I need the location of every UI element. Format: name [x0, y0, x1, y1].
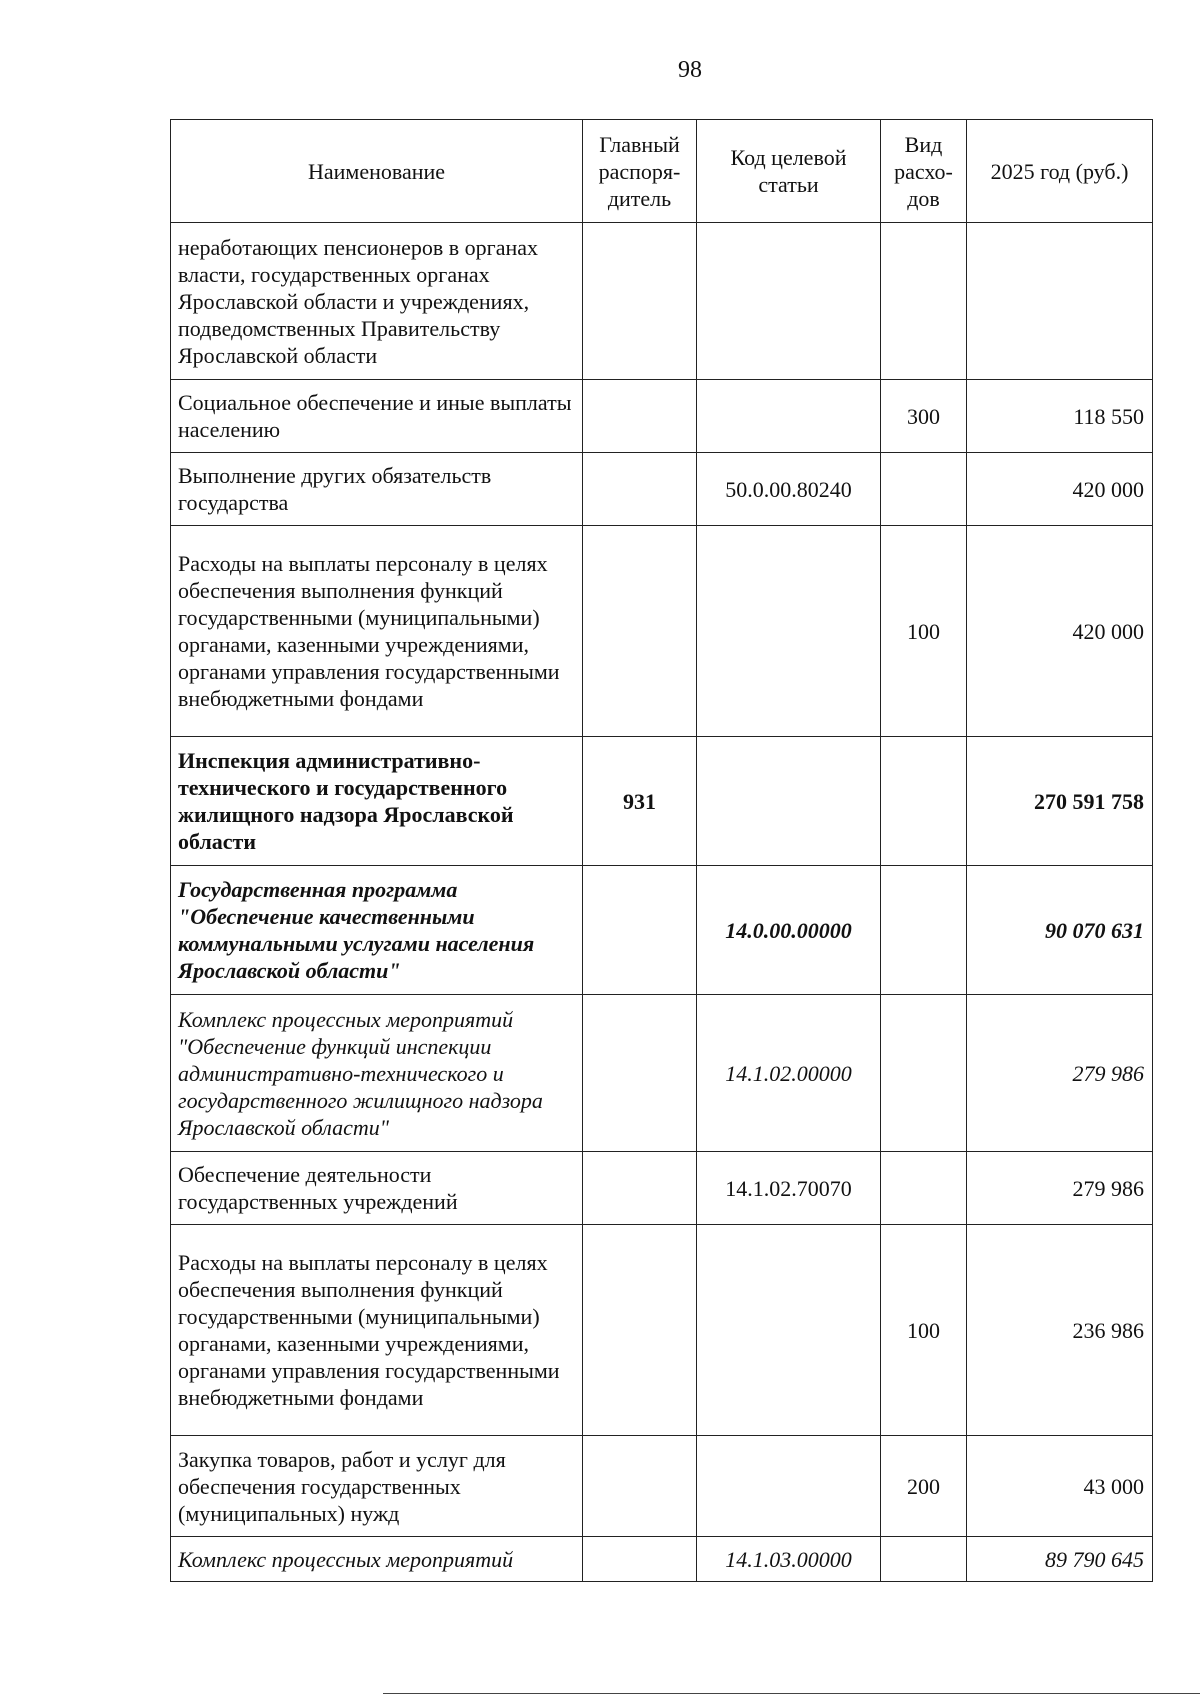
cell-manager: [583, 526, 697, 737]
cell-amount: 89 790 645: [967, 1537, 1153, 1582]
cell-name: Выполнение других обязательств государства: [171, 453, 583, 526]
cell-target-code: [697, 1225, 881, 1436]
cell-amount: 420 000: [967, 453, 1153, 526]
cell-name: Инспекция административно-технического и государственного жилищного надзора Ярославской области: [171, 737, 583, 866]
table-row: [171, 453, 1153, 526]
cell-amount: 270 591 758: [967, 737, 1153, 866]
cell-name: Государственная программа "Обеспечение качественными коммунальными услугами населения Ярославской области": [171, 866, 583, 995]
cell-manager: [583, 223, 697, 380]
cell-target-code: 14.1.02.00000: [697, 995, 881, 1152]
cell-manager: [583, 1537, 697, 1582]
cell-manager: [583, 1225, 697, 1436]
budget-table-container: [170, 119, 1152, 1582]
cell-target-code: 14.1.03.00000: [697, 1537, 881, 1582]
header-target-code: Код целевой статьи: [697, 120, 881, 223]
table-row: [171, 1537, 1153, 1582]
cell-manager: [583, 1152, 697, 1225]
table-row: [171, 995, 1153, 1152]
table-row: [171, 1225, 1153, 1436]
cell-expense-type: [881, 1152, 967, 1225]
table-body: [171, 223, 1153, 1582]
cell-name: Расходы на выплаты персоналу в целях обеспечения выполнения функций государственными (муниципальными) органами, казенными учреждениями, органами управления государственными внебюджетными фондами: [171, 1225, 583, 1436]
cell-manager: [583, 995, 697, 1152]
cell-manager: 931: [583, 737, 697, 866]
table-row: [171, 223, 1153, 380]
page-number: 98: [678, 57, 702, 83]
cell-manager: [583, 866, 697, 995]
cell-amount: 420 000: [967, 526, 1153, 737]
cell-amount: [967, 223, 1153, 380]
header-expense-type: Вид расхо-дов: [881, 120, 967, 223]
cell-name: Расходы на выплаты персоналу в целях обеспечения выполнения функций государственными (муниципальными) органами, казенными учреждениями, органами управления государственными внебюджетными фондами: [171, 526, 583, 737]
cell-name: неработающих пенсионеров в органах власти, государственных органах Ярославской области и учреждениях, подведомственных Правительству Ярославской области: [171, 223, 583, 380]
cell-name: Комплекс процессных мероприятий: [171, 1537, 583, 1582]
cell-expense-type: [881, 737, 967, 866]
bottom-rule: [383, 1693, 1200, 1694]
table-row: [171, 866, 1153, 995]
cell-amount: 43 000: [967, 1436, 1153, 1537]
cell-manager: [583, 453, 697, 526]
cell-expense-type: 300: [881, 380, 967, 453]
cell-expense-type: [881, 1537, 967, 1582]
header-manager: Главный распоря-дитель: [583, 120, 697, 223]
cell-target-code: 14.0.00.00000: [697, 866, 881, 995]
cell-target-code: 14.1.02.70070: [697, 1152, 881, 1225]
cell-expense-type: [881, 453, 967, 526]
table-row: [171, 1152, 1153, 1225]
cell-amount: 279 986: [967, 995, 1153, 1152]
header-year-amount: 2025 год (руб.): [967, 120, 1153, 223]
table-row: [171, 380, 1153, 453]
cell-name: Социальное обеспечение и иные выплаты населению: [171, 380, 583, 453]
cell-amount: 118 550: [967, 380, 1153, 453]
cell-expense-type: [881, 223, 967, 380]
cell-name: Комплекс процессных мероприятий "Обеспечение функций инспекции административно-технического и государственного жилищного надзора Ярославской области": [171, 995, 583, 1152]
cell-expense-type: 100: [881, 1225, 967, 1436]
cell-manager: [583, 380, 697, 453]
cell-name: Закупка товаров, работ и услуг для обеспечения государственных (муниципальных) нужд: [171, 1436, 583, 1537]
table-row: [171, 737, 1153, 866]
cell-target-code: [697, 223, 881, 380]
cell-amount: 236 986: [967, 1225, 1153, 1436]
table-row: [171, 526, 1153, 737]
cell-target-code: [697, 380, 881, 453]
cell-target-code: 50.0.00.80240: [697, 453, 881, 526]
cell-name: Обеспечение деятельности государственных учреждений: [171, 1152, 583, 1225]
cell-manager: [583, 1436, 697, 1537]
table-row: [171, 1436, 1153, 1537]
table-header-row: [171, 120, 1153, 223]
cell-expense-type: [881, 866, 967, 995]
cell-expense-type: 100: [881, 526, 967, 737]
cell-target-code: [697, 526, 881, 737]
budget-table: [170, 119, 1153, 1582]
cell-amount: 279 986: [967, 1152, 1153, 1225]
cell-amount: 90 070 631: [967, 866, 1153, 995]
cell-expense-type: [881, 995, 967, 1152]
cell-expense-type: 200: [881, 1436, 967, 1537]
header-name: Наименование: [171, 120, 583, 223]
cell-target-code: [697, 737, 881, 866]
cell-target-code: [697, 1436, 881, 1537]
